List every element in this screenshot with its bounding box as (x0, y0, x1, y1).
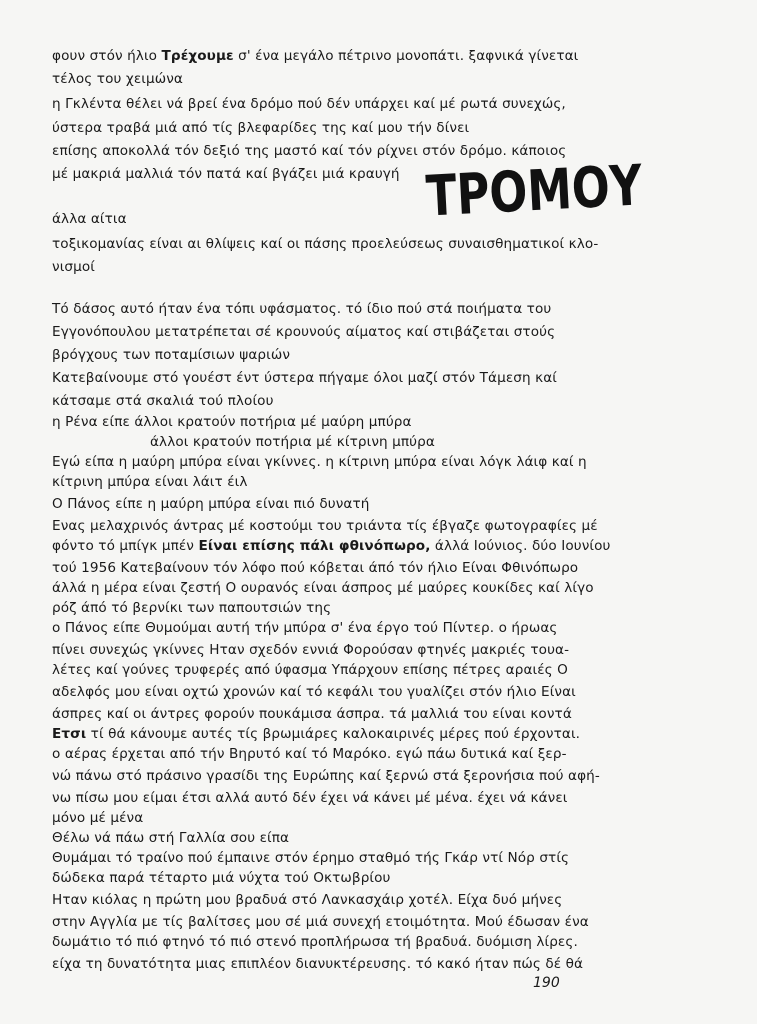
text-line (52, 682, 576, 702)
bold-phrase: Ετσι (52, 726, 87, 742)
text-run: άλλα αίτια (52, 211, 127, 227)
text-run: άλλά Ιούνιος. δύο Ιουνίου (430, 538, 611, 554)
text-line (52, 912, 589, 932)
text-line (52, 209, 127, 229)
text-run: τί θά κάνουμε αυτές τίς βρωμιάρες καλοκαιρινές μέρες πού έρχονται. (86, 726, 581, 742)
text-line (52, 412, 412, 432)
text-line (52, 472, 248, 492)
text-run: τού 1956 Κατεβαίνουν τόν λόφο πού κόβεται άπό τόν ήλιο Είναι Φθινόπωρο (52, 560, 579, 576)
text-line (52, 932, 578, 952)
text-run: άλλοι κρατούν ποτήρια μέ κίτρινη μπύρα (150, 434, 435, 450)
text-run: φουν στόν ήλιο (52, 48, 162, 64)
text-run: λέτες καί γούνες τρυφερές από ύφασμα Υπάρχουν επίσης πέτρες αραιές Ο (52, 662, 568, 678)
text-run: κάτσαμε στά σκαλιά τού πλοίου (52, 393, 274, 409)
bold-phrase: Είναι επίσης πάλι φθινόπωρο, (198, 538, 431, 554)
text-line (52, 890, 562, 910)
text-run: Ηταν κιόλας η πρώτη μου βραδυά στό Λανκασχάιρ χοτέλ. Είχα δυό μήνες (52, 892, 563, 908)
text-line (52, 164, 400, 184)
text-run: δωμάτιο τό πιό φτηνό τό πιό στενό προπλήρωσα τή βραδυά. δυόμιση λίρες. (52, 934, 578, 950)
tromoy-lettering (424, 148, 699, 230)
text-line (52, 94, 566, 114)
text-line (52, 578, 594, 598)
text-run: η Ρένα είπε άλλοι κρατούν ποτήρια μέ μαύρη μπύρα (52, 414, 412, 430)
text-run: Τό δάσος αυτό ήταν ένα τόπι υφάσματος. τό ίδιο πού στά ποιήματα του (52, 301, 552, 317)
text-line (52, 828, 289, 848)
text-line (52, 744, 567, 764)
text-line (52, 558, 578, 578)
text-run: επίσης αποκολλά τόν δεξιό της μαστό καί τόν ρίχνει στόν δρόμο. κάποιος (52, 143, 567, 159)
text-run: τοξικομανίας είναι αι θλίψεις καί οι πάσης προελεύσεως συναισθηματικοί κλο- (52, 236, 599, 252)
text-line (52, 598, 331, 618)
text-run: νώ πάνω στό πράσινο γρασίδι της Ευρώπης καί ξερνώ στά ξερονήσια πού αφή- (52, 768, 600, 784)
text-line (52, 391, 274, 411)
text-run: Θέλω νά πάω στή Γαλλία σου είπα (52, 830, 290, 846)
text-run: Θυμάμαι τό τραίνο πού έμπαινε στόν έρημο σταθμό τής Γκάρ ντί Νόρ στίς (52, 850, 570, 866)
text-line (52, 345, 290, 365)
text-line (150, 432, 435, 452)
text-line (52, 46, 578, 66)
text-run: σ' ένα μεγάλο πέτρινο μονοπάτι. ξαφνικά γίνεται (233, 48, 579, 64)
text-run: ύστερα τραβά μιά από τίς βλεφαρίδες της καί μου τήν δίνει (52, 120, 470, 136)
text-run: η Γκλέντα θέλει νά βρεί ένα δρόμο πού δέν υπάρχει καί μέ ρωτά συνεχώς, (52, 96, 566, 112)
text-line (52, 234, 598, 254)
text-run: μόνο μέ μένα (52, 810, 144, 826)
text-run: φόντο τό μπίγκ μπέν (52, 538, 199, 554)
text-line (52, 516, 598, 536)
text-line (52, 660, 568, 680)
text-run: άσπρες καί οι άντρες φορούν πουκάμισα άσπρα. τά μαλλιά του είναι κοντά (52, 706, 572, 722)
page-number: 190 (533, 975, 560, 991)
text-line (52, 618, 558, 638)
text-run: νω πίσω μου είμαι έτσι αλλά αυτό δέν έχει νά κάνει μέ μένα. έχει νά κάνει (52, 790, 568, 806)
text-line (52, 69, 183, 89)
text-line (52, 788, 568, 808)
text-line (52, 536, 610, 556)
text-line (52, 868, 391, 888)
text-line (52, 640, 569, 660)
text-line (52, 808, 143, 828)
text-run: ρόζ άπό τό βερνίκι των παπουτσιών της (52, 600, 332, 616)
text-run: μέ μακριά μαλλιά τόν πατά καί βγάζει μιά κραυγή (52, 166, 400, 182)
text-line (52, 322, 555, 342)
text-line (52, 257, 95, 277)
text-run: στην Αγγλία με τίς βαλίτσες μου σέ μιά συνεχή ετοιμότητα. Μού έδωσαν ένα (52, 914, 589, 930)
text-line (52, 452, 587, 472)
text-run: κίτρινη μπύρα είναι λάιτ έιλ (52, 474, 248, 490)
text-run: δώδεκα παρά τέταρτο μιά νύχτα τού Οκτωβρίου (52, 870, 391, 886)
tromoy-text: ΤΡΟΜΟΥ (424, 150, 699, 230)
text-line (52, 954, 583, 974)
text-run: πίνει συνεχώς γκίννες Ηταν σχεδόν εννιά Φορούσαν φτηνές μακριές τουα- (52, 642, 570, 658)
text-line (52, 724, 580, 744)
text-run: Εγώ είπα η μαύρη μπύρα είναι γκίννες. η κίτρινη μπύρα είναι λόγκ λάιφ καί η (52, 454, 587, 470)
text-run: άλλά η μέρα είναι ζεστή Ο ουρανός είναι άσπρος μέ μαύρες κουκίδες καί λίγο (52, 580, 594, 596)
tromoy-graphic-word (424, 148, 699, 230)
text-run: είχα τη δυνατότητα μιας επιπλέον διανυκτέρευσης. τό κακό ήταν πώς δέ θά (52, 956, 584, 972)
text-line (52, 848, 569, 868)
bold-phrase: Τρέχουμε (161, 48, 234, 64)
text-run: νισμοί (52, 259, 95, 275)
text-line (52, 494, 369, 514)
text-run: ο αέρας έρχεται από τήν Βηρυτό καί τό Μαρόκο. εγώ πάω δυτικά καί ξερ- (52, 746, 567, 762)
text-run: βρόγχους των ποταμίσιων ψαριών (52, 347, 291, 363)
text-run: Κατεβαίνουμε στό γουέστ έντ ύστερα πήγαμε όλοι μαζί στόν Τάμεση καί (52, 370, 558, 386)
text-run: τέλος του χειμώνα (52, 71, 183, 87)
text-line (52, 299, 551, 319)
text-line (52, 766, 600, 786)
text-line (52, 704, 572, 724)
text-run: ο Πάνος είπε Θυμούμαι αυτή τήν μπύρα σ' ένα έργο τού Πίντερ. ο ήρωας (52, 620, 558, 636)
text-run: αδελφός μου είναι οχτώ χρονών καί τό κεφάλι του γυαλίζει στόν ήλιο Είναι (52, 684, 576, 700)
text-run: Ενας μελαχρινός άντρας μέ κοστούμι του τριάντα τίς έβγαζε φωτογραφίες μέ (52, 518, 598, 534)
text-run: Εγγονόπουλου μετατρέπεται σέ κρουνούς αίματος καί στιβάζεται στούς (52, 324, 556, 340)
text-run: Ο Πάνος είπε η μαύρη μπύρα είναι πιό δυνατή (52, 496, 370, 512)
text-line (52, 118, 469, 138)
text-line (52, 368, 557, 388)
